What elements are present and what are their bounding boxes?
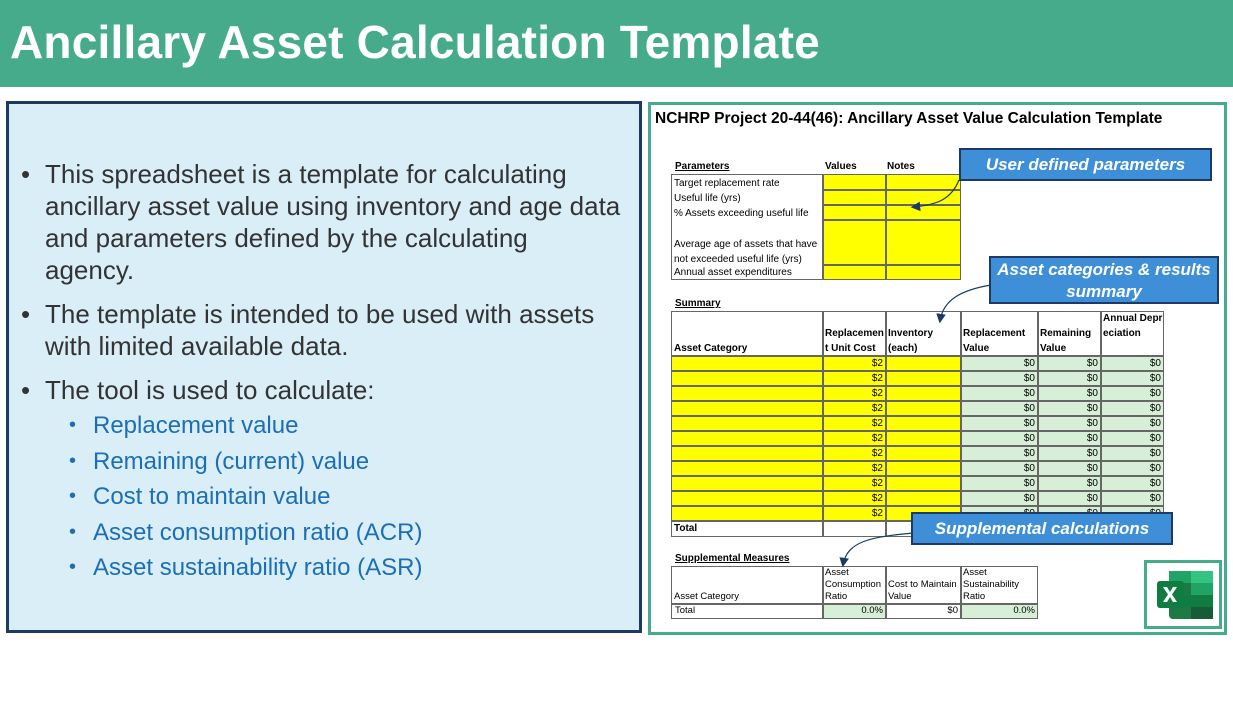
replacement-value-cell: $0 bbox=[961, 386, 1038, 401]
remaining-value-cell: $0 bbox=[1038, 476, 1101, 491]
unit-cost-cell[interactable]: $2 bbox=[823, 506, 886, 521]
callout-user-parameters: User defined parameters bbox=[959, 148, 1212, 181]
summary-col-unit-cost: Replacement Unit Cost bbox=[825, 328, 884, 354]
slide-title: Ancillary Asset Calculation Template bbox=[10, 16, 820, 68]
remaining-value-cell: $0 bbox=[1038, 491, 1101, 506]
bullet-item bbox=[21, 374, 621, 586]
summary-col-inventory: Inventory (each) bbox=[888, 328, 934, 354]
annual-depreciation-cell: $0 bbox=[1101, 461, 1164, 476]
replacement-value-cell: $0 bbox=[961, 356, 1038, 371]
parameter-label: Annual asset expenditures bbox=[674, 267, 792, 278]
excel-icon-box[interactable] bbox=[1144, 560, 1222, 629]
supp-total-cost: $0 bbox=[886, 604, 961, 619]
remaining-value-cell: $0 bbox=[1038, 446, 1101, 461]
annual-depreciation-cell: $0 bbox=[1101, 476, 1164, 491]
unit-cost-cell[interactable]: $2 bbox=[823, 386, 886, 401]
arrow-summary bbox=[940, 285, 991, 321]
unit-cost-cell[interactable]: $2 bbox=[823, 416, 886, 431]
unit-cost-cell[interactable]: $2 bbox=[823, 431, 886, 446]
annual-depreciation-cell: $0 bbox=[1101, 416, 1164, 431]
annual-depreciation-cell: $0 bbox=[1101, 401, 1164, 416]
parameter-label: Useful life (yrs) bbox=[674, 193, 741, 204]
supp-col-acr: Asset Consumption Ratio bbox=[825, 567, 881, 602]
unit-cost-cell[interactable]: $2 bbox=[823, 476, 886, 491]
bullet-item: • This spreadsheet is a template for calculating ancillary asset value using inventory and age data and parameters defined by the calculating agency. bbox=[21, 158, 621, 286]
annual-depreciation-cell: $0 bbox=[1101, 356, 1164, 371]
supp-col-asr: Asset Sustainability Ratio bbox=[963, 567, 1019, 602]
arrow-parameters bbox=[913, 180, 959, 207]
supp-total-acr: 0.0% bbox=[823, 604, 886, 619]
parameter-label: Target replacement rate bbox=[674, 178, 780, 189]
replacement-value-cell: $0 bbox=[961, 491, 1038, 506]
replacement-value-cell: $0 bbox=[961, 476, 1038, 491]
remaining-value-cell: $0 bbox=[1038, 416, 1101, 431]
annual-depreciation-cell: $0 bbox=[1101, 431, 1164, 446]
summary-col-annual-depreciation: Annual Depreciation bbox=[1103, 313, 1163, 339]
sub-bullet-item: • Replacement value bbox=[45, 408, 621, 444]
callout-supplemental: Supplemental calculations bbox=[911, 512, 1173, 545]
replacement-value-cell: $0 bbox=[961, 446, 1038, 461]
annual-depreciation-cell: $0 bbox=[1101, 371, 1164, 386]
summary-total-label: Total bbox=[674, 523, 698, 534]
sub-bullet-item: • Asset consumption ratio (ACR) bbox=[45, 515, 621, 551]
excel-icon bbox=[1147, 563, 1219, 626]
sub-bullet-list bbox=[45, 408, 621, 586]
annual-depreciation-cell: $0 bbox=[1101, 446, 1164, 461]
parameters-header: Parameters bbox=[675, 161, 730, 172]
annual-depreciation-cell: $0 bbox=[1101, 386, 1164, 401]
replacement-value-cell: $0 bbox=[961, 371, 1038, 386]
callout-summary: Asset categories & results summary bbox=[989, 256, 1219, 304]
replacement-value-cell: $0 bbox=[961, 461, 1038, 476]
unit-cost-cell[interactable]: $2 bbox=[823, 356, 886, 371]
parameter-label: % Assets exceeding useful life bbox=[674, 208, 809, 219]
parameter-label: Average age of assets that have not exceeded useful life (yrs) bbox=[674, 239, 818, 265]
remaining-value-cell: $0 bbox=[1038, 356, 1101, 371]
replacement-value-cell: $0 bbox=[961, 431, 1038, 446]
summary-col-replacement-value: Replacement Value bbox=[963, 328, 1026, 354]
callout-arrows bbox=[651, 105, 1224, 632]
bullet-item: • The template is intended to be used with assets with limited available data. bbox=[21, 298, 621, 362]
replacement-value-cell: $0 bbox=[961, 416, 1038, 431]
unit-cost-cell[interactable]: $2 bbox=[823, 461, 886, 476]
replacement-value-cell: $0 bbox=[961, 401, 1038, 416]
sub-bullet-item: • Asset sustainability ratio (ASR) bbox=[45, 550, 621, 586]
remaining-value-cell: $0 bbox=[1038, 371, 1101, 386]
arrow-supplemental bbox=[843, 533, 913, 565]
supplemental-header: Supplemental Measures bbox=[675, 553, 790, 564]
bullet-text: The tool is used to calculate: bbox=[45, 375, 375, 405]
remaining-value-cell: $0 bbox=[1038, 386, 1101, 401]
sub-bullet-item: • Remaining (current) value bbox=[45, 444, 621, 480]
supp-total-asr: 0.0% bbox=[961, 604, 1038, 619]
description-panel bbox=[6, 101, 642, 633]
unit-cost-cell[interactable]: $2 bbox=[823, 401, 886, 416]
remaining-value-cell: $0 bbox=[1038, 401, 1101, 416]
notes-header: Notes bbox=[887, 161, 915, 172]
title-bar bbox=[0, 0, 1233, 87]
annual-depreciation-cell: $0 bbox=[1101, 491, 1164, 506]
bullet-list bbox=[21, 158, 621, 598]
summary-col-remaining-value: Remaining Value bbox=[1040, 328, 1092, 354]
remaining-value-cell: $0 bbox=[1038, 431, 1101, 446]
remaining-value-cell: $0 bbox=[1038, 461, 1101, 476]
supp-col-asset-category: Asset Category bbox=[674, 591, 739, 602]
summary-header: Summary bbox=[675, 298, 721, 309]
unit-cost-cell[interactable]: $2 bbox=[823, 446, 886, 461]
supp-total-label: Total bbox=[671, 604, 823, 619]
sub-bullet-item: • Cost to maintain value bbox=[45, 479, 621, 515]
spreadsheet-screenshot bbox=[648, 102, 1227, 635]
sheet-title: NCHRP Project 20-44(46): Ancillary Asset Value Calculation Template bbox=[655, 110, 1163, 127]
supp-col-cost-to-maintain: Cost to Maintain Value bbox=[888, 579, 957, 602]
summary-col-asset-category: Asset Category bbox=[674, 343, 748, 354]
values-header: Values bbox=[825, 161, 857, 172]
unit-cost-cell[interactable]: $2 bbox=[823, 491, 886, 506]
unit-cost-cell[interactable]: $2 bbox=[823, 371, 886, 386]
